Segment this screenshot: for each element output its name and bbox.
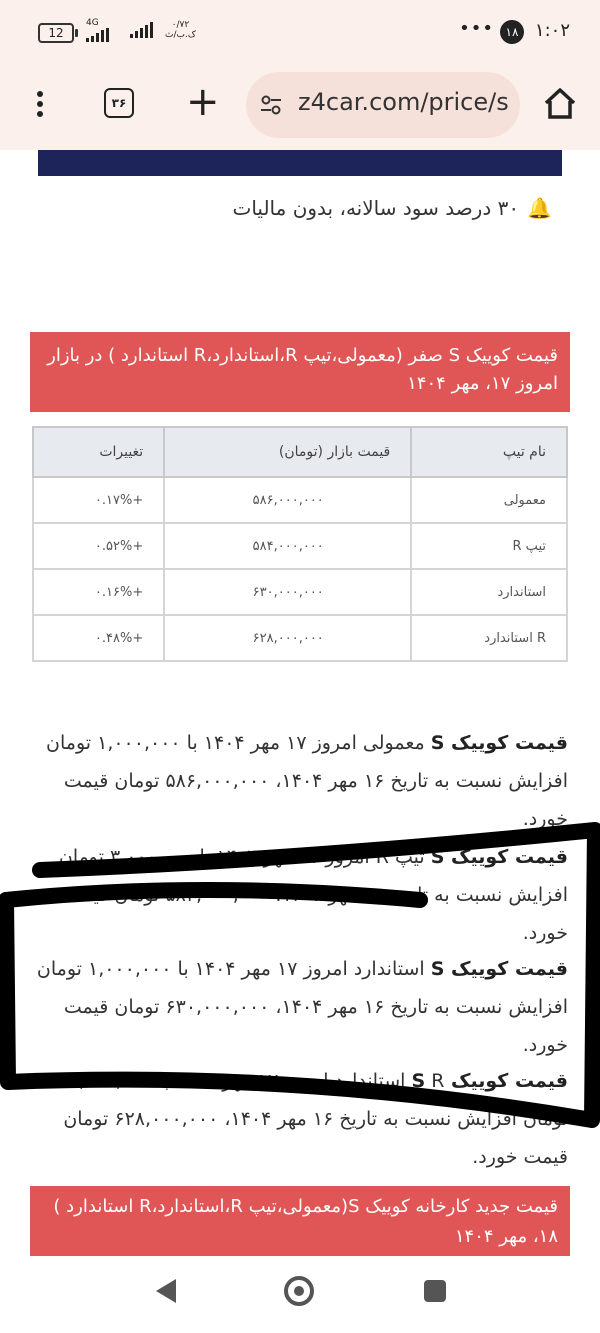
promo-line[interactable]: 🔔۳۰ درصد سود سالانه، بدون مالیات: [232, 196, 552, 220]
table-title: قیمت کوییک S صفر (معمولی،تیپ R،استاندارد،R استاندارد ) در بازار امروز ۱۷، مهر ۱۴۰۴: [30, 332, 570, 412]
table-row: معمولی ۵۸۶,۰۰۰,۰۰۰ +۰.۱۷%: [33, 477, 567, 523]
menu-icon[interactable]: [30, 88, 50, 124]
table-row: R استاندارد ۶۲۸,۰۰۰,۰۰۰ +۰.۴۸%: [33, 615, 567, 661]
recent-apps-icon[interactable]: [424, 1280, 446, 1302]
more-notifications-icon: •••: [459, 18, 494, 39]
column-header-price: قیمت بازار (تومان): [164, 427, 411, 477]
back-icon[interactable]: [152, 1276, 180, 1306]
price-paragraph: قیمت کوییک S R استاندارد امروز ۱۷ مهر ۱۴۰۴ با ۳,۰۰۰,۰۰۰ تومان افزایش نسبت به تاریخ ۱۶ مهر ۱۴۰۴، ۶۲۸,۰۰۰,۰۰۰ تومان قیمت خورد.: [63, 1070, 568, 1168]
url-text[interactable]: z4car.com/price/s: [298, 88, 509, 116]
price-paragraph: قیمت کوییک S معمولی امروز ۱۷ مهر ۱۴۰۴ با ۱,۰۰۰,۰۰۰ تومان افزایش نسبت به تاریخ ۱۶ مهر ۱۴۰۴، ۵۸۶,۰۰۰,۰۰۰ تومان قیمت خورد.: [46, 732, 568, 830]
home-button-icon[interactable]: [284, 1276, 314, 1306]
tab-switcher-button[interactable]: ۳۶: [104, 88, 134, 118]
site-settings-icon[interactable]: [260, 94, 282, 116]
signal-icon: [86, 28, 109, 42]
system-nav-bar: [0, 1256, 600, 1333]
network-speed: ۰/۷۲ ک.ب/ث: [165, 20, 196, 40]
home-icon[interactable]: [540, 84, 580, 124]
network-type: 4G: [86, 18, 99, 28]
notification-badge: ۱۸: [500, 20, 524, 44]
price-paragraph: قیمت کوییک S استاندارد امروز ۱۷ مهر ۱۴۰۴ با ۱,۰۰۰,۰۰۰ تومان افزایش نسبت به تاریخ ۱۶ مهر ۱۴۰۴، ۶۳۰,۰۰۰,۰۰۰ تومان قیمت خورد.: [36, 958, 568, 1056]
browser-toolbar: [0, 62, 600, 150]
price-table: [32, 426, 568, 662]
column-header-change: تغییرات: [33, 427, 164, 477]
battery-icon: 12: [38, 23, 74, 43]
bell-icon: 🔔: [527, 196, 552, 220]
table-row: تیپ R ۵۸۴,۰۰۰,۰۰۰ +۰.۵۲%: [33, 523, 567, 569]
signal-icon-2: [130, 22, 153, 38]
column-header-type: نام تیپ: [411, 427, 567, 477]
table-row: استاندارد ۶۳۰,۰۰۰,۰۰۰ +۰.۱۶%: [33, 569, 567, 615]
status-bar: [0, 0, 600, 62]
factory-price-title: قیمت جدید کارخانه کوییک S(معمولی،تیپ R،استاندارد،R استاندارد ) ۱۸، مهر ۱۴۰۴: [30, 1186, 570, 1256]
new-tab-icon[interactable]: +: [186, 79, 220, 125]
banner-strip[interactable]: [38, 150, 562, 176]
clock: ۱:۰۲: [534, 20, 570, 41]
address-bar[interactable]: [246, 72, 520, 138]
price-paragraph: قیمت کوییک S تیپ R امروز ۱۷ مهر ۱۴۰۴ با ۳,۰۰۰,۰۰۰ تومان افزایش نسبت به تاریخ ۱۶ مهر ۱۴۰۴، ۵۸۴,۰۰۰,۰۰۰ تومان قیمت خورد.: [58, 846, 568, 944]
